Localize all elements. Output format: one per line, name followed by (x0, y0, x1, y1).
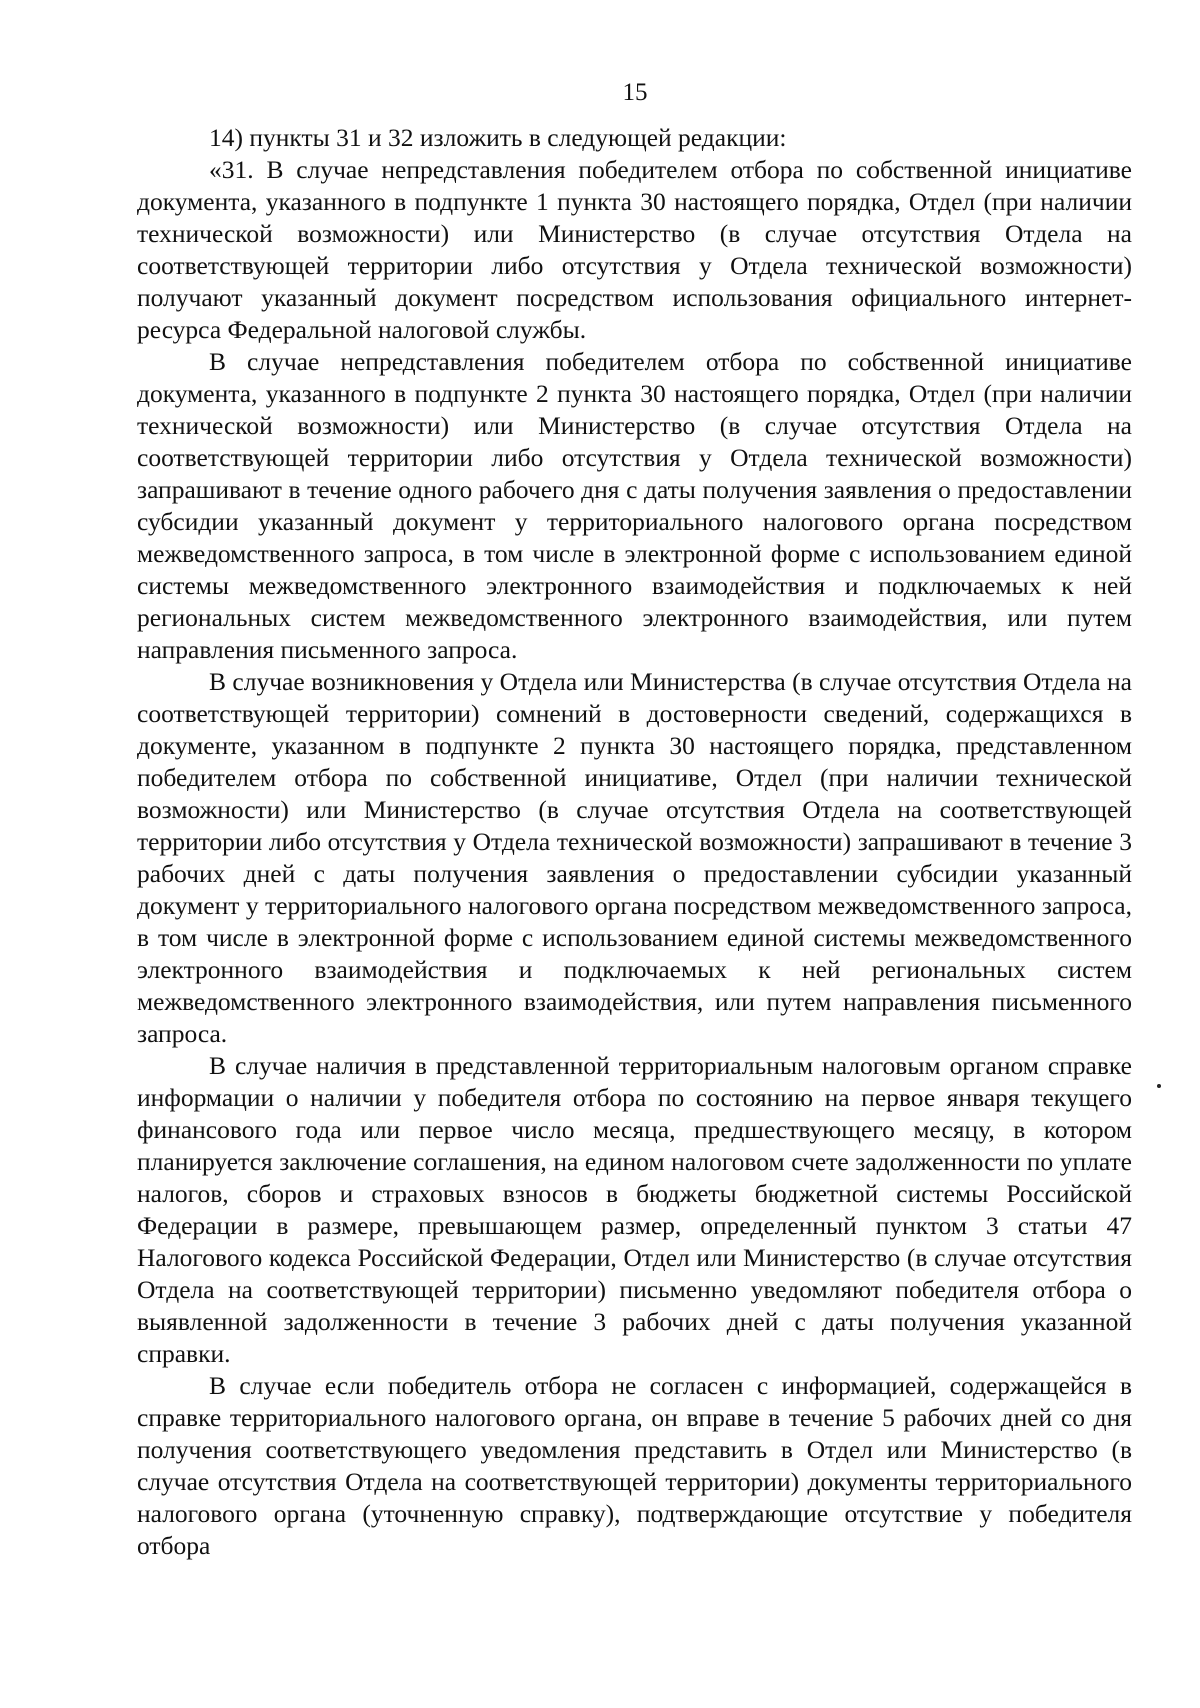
scan-dot-mark (1157, 1084, 1161, 1088)
paragraph-doubts-verification: В случае возникновения у Отдела или Министерства (в случае отсутствия Отдела на соответствующей территории) сомнений в достоверности сведений, содержащихся в документе, указанном в подпункте 2 пункта 30 настоящего порядка, представленном победителем отбора по собственной инициативе, Отдел (при наличии технической возможности) или Министерство (в случае отсутствия Отдела на соответствующей территории либо отсутствия у Отдела технической возможности) запрашивают в течение 3 рабочих дней с даты получения заявления о предоставлении субсидии указанный документ у территориального налогового органа посредством межведомственного запроса, в том числе в электронной форме с использованием единой системы межведомственного электронного взаимодействия и подключаемых к ней региональных систем межведомственного электронного взаимодействия, или путем направления письменного запроса. (137, 667, 1132, 1048)
paragraph-amendment-intro: 14) пункты 31 и 32 изложить в следующей редакции: (209, 123, 787, 152)
document-body (137, 122, 1132, 1562)
paragraph-disagreement: В случае если победитель отбора не согласен с информацией, содержащейся в справке территориального налогового органа, он вправе в течение 5 рабочих дней со дня получения соответствующего уведомления представить в Отдел или Министерство (в случае отсутствия Отдела на соответствующей территории) документы территориального налогового органа (уточненную справку), подтверждающие отсутствие у победителя отбора (137, 1371, 1132, 1560)
paragraph-item-31: «31. В случае непредставления победителем отбора по собственной инициативе документа, указанного в подпункте 1 пункта 30 настоящего порядка, Отдел (при наличии технической возможности) или Министерство (в случае отсутствия Отдела на соответствующей территории либо отсутствия у Отдела технической возможности) получают указанный документ посредством использования официального интернет-ресурса Федеральной налоговой службы. (137, 155, 1132, 344)
page-number: 15 (622, 79, 648, 106)
paragraph-document-request: В случае непредставления победителем отбора по собственной инициативе документа, указанного в подпункте 2 пункта 30 настоящего порядка, Отдел (при наличии технической возможности) или Министерство (в случае отсутствия Отдела на соответствующей территории либо отсутствия у Отдела технической возможности) запрашивают в течение одного рабочего дня с даты получения заявления о предоставлении субсидии указанный документ у территориального налогового органа посредством межведомственного запроса, в том числе в электронной форме с использованием единой системы межведомственного электронного взаимодействия и подключаемых к ней региональных систем межведомственного электронного взаимодействия, или путем направления письменного запроса. (137, 347, 1132, 664)
paragraph-debt-notification: В случае наличия в представленной территориальным налоговым органом справке информации о наличии у победителя отбора по состоянию на первое января текущего финансового года или первое число месяца, предшествующего месяцу, в котором планируется заключение соглашения, на едином налоговом счете задолженности по уплате налогов, сборов и страховых взносов в бюджеты бюджетной системы Российской Федерации в размере, превышающем размер, определенный пунктом 3 статьи 47 Налогового кодекса Российской Федерации, Отдел или Министерство (в случае отсутствия Отдела на соответствующей территории) письменно уведомляют победителя отбора о выявленной задолженности в течение 3 рабочих дней с даты получения указанной справки. (137, 1051, 1132, 1368)
